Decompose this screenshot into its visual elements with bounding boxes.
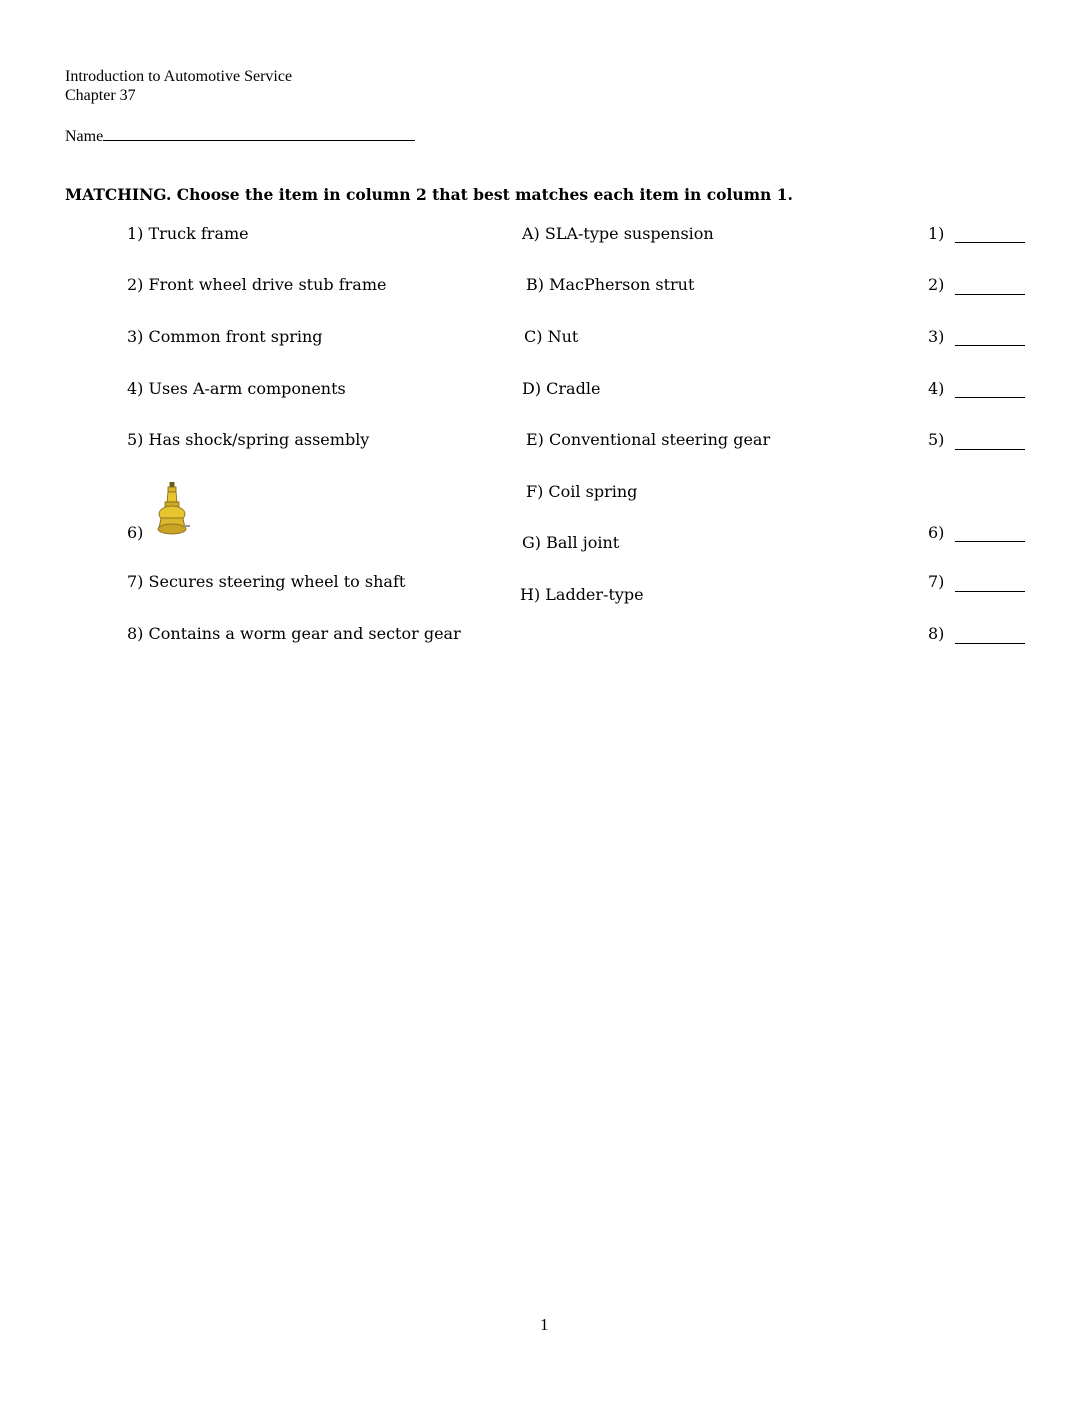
column2-item-g: G) Ball joint [522, 533, 620, 552]
answer-blank-7[interactable] [955, 591, 1025, 592]
column1-item-1: 1) Truck frame [127, 224, 249, 243]
answer-blank-3[interactable] [955, 345, 1025, 346]
answer-label-6: 6) [928, 523, 945, 542]
column2-item-d: D) Cradle [522, 379, 601, 398]
answer-label-3: 3) [928, 327, 945, 346]
name-field[interactable] [65, 125, 415, 146]
answer-blank-2[interactable] [955, 294, 1025, 295]
answer-label-2: 2) [928, 275, 945, 294]
course-title: Introduction to Automotive Service [65, 68, 293, 85]
column1-item-2: 2) Front wheel drive stub frame [127, 275, 387, 294]
column2-item-f: F) Coil spring [526, 482, 638, 501]
column1-item-4: 4) Uses A-arm components [127, 379, 346, 398]
column1-item-8: 8) Contains a worm gear and sector gear [127, 624, 461, 643]
answer-label-7: 7) [928, 572, 945, 591]
chapter-title: Chapter 37 [65, 87, 136, 104]
column2-item-e: E) Conventional steering gear [526, 430, 771, 449]
column1-item-3: 3) Common front spring [127, 327, 323, 346]
answer-blank-8[interactable] [955, 643, 1025, 644]
answer-label-5: 5) [928, 430, 945, 449]
answer-blank-6[interactable] [955, 541, 1025, 542]
column1-item-7: 7) Secures steering wheel to shaft [127, 572, 406, 591]
answer-blank-4[interactable] [955, 397, 1025, 398]
column2-item-b: B) MacPherson strut [526, 275, 695, 294]
answer-blank-5[interactable] [955, 449, 1025, 450]
name-blank-line[interactable] [103, 125, 415, 141]
name-label: Name [65, 128, 104, 145]
instructions: MATCHING. Choose the item in column 2 that best matches each item in column 1. [65, 185, 793, 204]
column1-item-6: 6) [127, 523, 144, 542]
column2-item-h: H) Ladder-type [520, 585, 644, 604]
answer-label-8: 8) [928, 624, 945, 643]
answer-label-4: 4) [928, 379, 945, 398]
answer-label-1: 1) [928, 224, 945, 243]
answer-blank-1[interactable] [955, 242, 1025, 243]
ball-joint-icon [152, 480, 194, 540]
column1-item-5: 5) Has shock/spring assembly [127, 430, 370, 449]
page-number: 1 [540, 1315, 549, 1334]
column2-item-c: C) Nut [524, 327, 579, 346]
column2-item-a: A) SLA-type suspension [522, 224, 714, 243]
